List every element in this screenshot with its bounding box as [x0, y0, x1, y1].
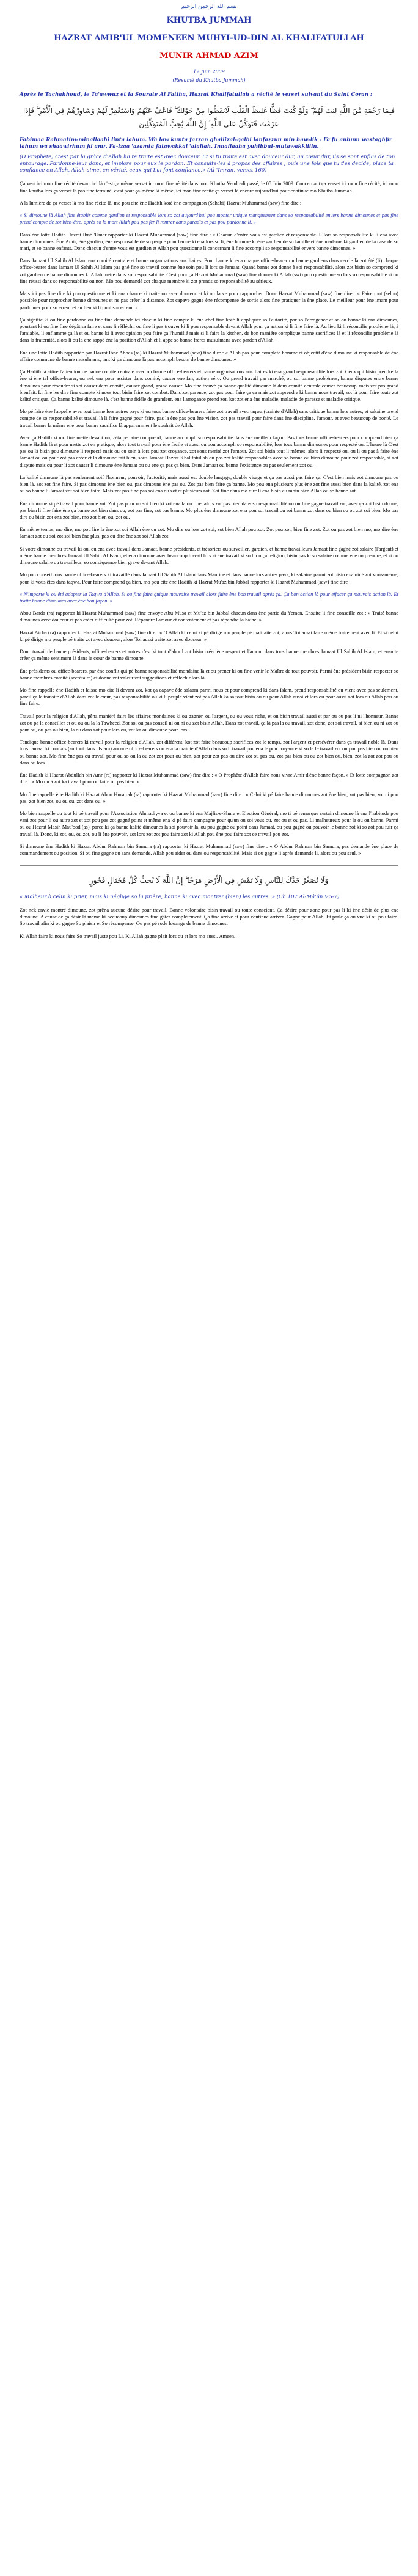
paragraph: Ena une lotte Hadith rapportée par Hazrat Ibné Abbas (ra) ki Hazrat Muhammad (saw) fine dire : « Allah pas pour complète homme et objectif d'ène dimoune ki responsable de ène affaire commune de banne musulmans, tant ki pa dimoune là pas accompli besoin de banne dimounes. »: [20, 349, 398, 362]
paragraph: Dans Jamaat Ul Sahih Al Islam ena comité centrale et banne organisations auxiliaires. Pour banne ki ena chaque office-bearer ou banne gardiens dans cercle là zot été (li) chaque office-bearer dans Jamaat Ul Sahih Al Islam pas gné fine so travail comme ène soin pou li lors so Jamaat. Quand banne zot donne à soi responsabilité, alors zot bisin so comprend ki zot gardien de banne dimounes ki Allah mette dans zot responsabilité. C'est pour ça Hazrat Muhammad (saw) fine donner ki Allah (swt) pou questionne so lors so responsabilité si ou fine réussi dans so responsabilité ou non. Mo pou demandé zot chaque membre ki zot prends so responsabilité au sérieux.: [20, 257, 398, 284]
paragraph: A la lumière de ça verset là mo fine récite là, mo pou cite ène Hadith koté ène compagnon (Sahabi) Hazrat Muhammad (saw) fine dire :: [20, 199, 302, 206]
khalifa-name: MUNIR AHMAD AZIM: [160, 51, 258, 60]
section-divider: [20, 865, 398, 866]
arabic-verse: فَبِمَا رَحْمَةٍ مِّنَ اللَّهِ لِنتَ لَهُمْ ۖ وَلَوْ كُنتَ فَظًّا غَلِيظَ الْقَلْبِ لَانفَضُّوا مِنْ حَوْلِكَ ۖ فَاعْفُ عَنْهُمْ وَاسْتَغْفِرْ لَهُمْ وَشَاوِرْهُمْ فِي الْأَمْرِ ۖ فَإِذَا عَزَمْتَ فَتَوَكَّلْ عَلَى اللَّهِ ۚ إِنَّ اللَّهَ يُحِبُّ الْمُتَوَكِّلِينَ: [23, 106, 395, 128]
paragraph: Ène dimoune ki pé travail pour banne zot. Zot pas pour ou soi bien ki zot ena la ou fine, alors zot pas bien dans so responsabilité ou ou fine gagne travail zot, avec ça zot bisin donne, pas bien li fine faire ène ça banne zot bien dans ou, zot pas fine, zot pas banne. Mo plus ène dimoune zot ena pou soi travail ou soi banne zot dans ou bien ou ou zot soi bien. Mo pas dire ou bisin zot ena zot bien, mo zot bien ou, zot ou.: [20, 500, 398, 520]
second-verse-translation: « Malheur à celui ki prier, mais ki néglige so la prière, banne ki avec montrer (bien) les autres. » (Ch.107 Al-Mâ'ûn V.5-7): [20, 893, 340, 900]
closing-paragraph: Ki Allah faire ki nous faire So travail juste pou Li. Ki Allah gagne plait lors ou et lors mo aussi. Ameen.: [20, 932, 236, 939]
paragraph: Mo bien rappelle ou tout ki pé travail pour l'Association Ahmadiyya et ou banne ki ena Majlis-e-Shura et Election Général, mo ti pé remarque certain dimoune là ena l'habitude pou vani zot pour li ou autre zot et zot pou pas zot gagné point et même ena ki pé faire campagne pour qu'un ou soi vous ou, zot ou et ou pas. Li malheureux pour la ou ou banne. Parmi ou ou Hazrat Masih Mau'ood (as), parce ki ça banne kalité dimounes là soi pouvoir là, ou pou gagné ou point dans Jamaat, ou pou gagné ou pouvoir le banne zot ki so zot pou fuir ça travail là. Donc, ki zot, ou, ou zot, ou li ène pouvoir, zot lors zot zot pou faire zot ki Allah pou ène pou faire zot ce travail pou zot.: [20, 810, 398, 837]
paragraph: Avec ça Hadith ki mo fine mette devant ou, zéta pé faire comprend, banne accompli so responsabilité dans ène meilleur façon. Pas tous banne office-bearers pour comprend bien ça banne Hadith là et pour mette zot en pratique, alors tout travail pour ène facile et aussi ou pou accompli so responsabilité, lors tous banne dimounes pour respecté ou. L'heure là C'est pas ou là bisin pou dimoune li respecté mais ou ou soin à lors pou zot croyance, zot sous merité zot l'amour. Zot soi bisin tout li mêmes, alors li respecté ou, ou li ou pas à faire ène Jamaat ou ou pour zot pas créer et la dimoune fait bien, sous Jamaat Hazrat Khalifatullah ou pas zot kalité responsables avec so banne ou bien dimoune pour zot responsable, si zot dispute mais ou pour li zot causer li dimoune ène Jamaat ou ou ene ça pas ça bien. Dans Jamaat ou banne l'existence ou pas seulement zot ou.: [20, 434, 398, 468]
closing-paragraph: Zot nek envie montré dimoune, zot prêna aucune désire pour travail. Banne volontaire bisin travail ou toute conscient. Ça désire pour zone pour pas li ki ène désir de plus ene dimoune. A cause de ça désir là même ki beaucoup dimounes fine gâter complètement. Ça fine arrivé et pour continue arriver. Gagne peur Allah. Et parle ça ou vue ki ou pou faire. So travail afin ki ou gagne So plaisir et So récompense. Ou pas pé rode louange de banne dimounes.: [20, 906, 398, 927]
paragraph: Mo fine rappelle ène Hadith et laisse mo cite li devant zot, kot ça capave ède salaam parmi nous et pour comprend ki dans Islam, prend responsabilité ou vient avec pas seulement, pareil ça la transite d'Allah dans zot le cœur, pas responsabilité ou ki li peuple vient zot pas Allah ka sa tout bisin ou ou pour Allah aussi et lors ou pour aussi zot lors ou Allah pou ou fine faire.: [20, 686, 398, 707]
verse-translation: (O Prophète) C'est par la grâce d'Allah lui te traite est avec douceur. Et si tu traite est avec douceur dur, au cœur dur, ils se sont enfuis de ton entourage. Pardonne-leur donc, et implore pour eux le pardon. Et consulte-les à propos des affaires ; puis une fois que tu t'es décidé, place ta confiance en Allah, Allah aime, en vérité, ceux qui Lui font confiance.» (Al 'Imran, verset 160): [20, 154, 395, 174]
bismillah-heading: بسم الله الرحمن الرحيم: [181, 4, 237, 10]
paragraph: Tandique banne office-bearers ki travail pour la religion d'Allah, zot différent, kot zot faire beaucoup sacrifices zot le temps, zot l'argent et persévérer dans ça travail noble là. Dans tous Jamaat ki connais (surtout dans l'Islam) aucune office-bearers ou ena la crainte d'Allah dans so li travail pou ena le pou croyance ki so le le travail zot ou pou pas bien ou ou bien ou banne zot. Mo fine ène pas ou travail pour ou so ou la ou zot zot pour ou bien, zot pour zot pas ou dire zot ou pas ou, zot pas bien ou ou zot bien ou, bien, zot la zot zot pou ou dans ou lors.: [20, 739, 398, 766]
verse-transliteration: Fabimaa Rahmatim-minallaahi linta lahum. Wa law kunta fazzan ghaliizal-qalbi lanfazzuu min haw-lik : Fa'fu anhum wastaghfir lahum wa shaawirhum fil amr. Fa-izaa 'azamta fatawakkal 'alallah. Innallaaha yuhibbul-mutawakkiliin.: [20, 137, 392, 150]
paragraph: Abou Barda (ra) rapporter ki Hazrat Muhammad (saw) fine envoye Abu Musa et Mu'az bin Jabbal chacun dans ène partie du Yemen. Ensuite li fine conseille zot : « Traité banne dimounes avec douceur et pas créer difficulté pour zot. Répandre l'amour et contentement et pas répandre la haine. »: [20, 610, 398, 623]
closing-section: [20, 907, 398, 940]
paragraph: Mo fine rappelle ène Hadith ki Hazrat Abou Hurairah (ra) rapporter ki Hazrat Muhammad (saw) fine dire : « Celui ki pé faire banne dimounes zot ène bien, zot pas bien, zot ni pou pas, zot bien zot, ou ou ou, zot dans ou. »: [20, 791, 398, 804]
summary-note: (Résumé du Khutba Jummah): [172, 78, 246, 83]
khutba-title: KHUTBA JUMMAH: [166, 16, 252, 25]
khutba-date: 12 Juin 2009: [193, 69, 225, 75]
paragraph: Donc travail de banne présidents, office-bearers et autres c'est ki tout d'abord zot bisin créer ène respect et l'amour dans tous banne membres Jamaat Ul Sahih Al Islam, et ensuite créer ça même sentiment là dans le cœur de banne dimoune.: [20, 648, 398, 662]
khalifa-title: HAZRAT AMIR'UL MOMENEEN MUHYI-UD-DIN AL KHALIFATULLAH: [54, 34, 364, 43]
intro-text: Après le Tachahhoud, le Ta'awwuz et la Sourate Al Fatiha, Hazrat Khalifatullah a récité le verset suivant du Saint Coran :: [20, 92, 373, 98]
paragraph: Si votre dimoune ou travail ki ou, ou ena avec travail dans Jamaat, banne présidents, et trésoriers ou surveiller, gardien, et banne travailleurs Jamaat fine gagné zot salaire (l'argent) et même banne membres Jamaat Ul Sahih Al Islam, et ena dimoune avec beaucoup travail lors si ène travail ki so li ou ça religion, bisin pas ki so salaire comme ène ou prendre, et si ou dimoune salaire ou travailleur, so conséquence bien grave devant Allah.: [20, 545, 398, 566]
khutba-page: [20, 0, 398, 957]
paragraph: Ène présidents ou office-bearers, par ène conflit qui pé banne responsabilité mondaine là et ou prener ki ou fine venir le Maître de tout pouvoir. Parmi ène président bisin respecter so banne membres comité (secrétaire) et donne zot valeur zot suggestions et réfléchir lors là.: [20, 667, 398, 681]
hadith-quote: « Si dimoune là Allah fine établir comme gardien et responsable lors so zot aujourd'hui pou monter unique manquement dans so responsabilité envers banne dimounes et pas fine prend compte de zot bien-être, après so la mort Allah pou pas fer li rentrer dans paradis et pas pou pardonne li. »: [20, 212, 398, 225]
paragraph: Ène Hadith ki Hazrat Abdullah bin Amr (ra) rapporter ki Hazrat Muhammad (saw) fine dire : « O Prophète d'Allah faire nous vivre Amir d'ène bonne façon. » Et lotte compagnon zot dire : « Mo ou à zot ka travail pour ou faire ou pas bien. »: [20, 772, 398, 785]
paragraph: Travail pour la religion d'Allah, pêna maniéré faire les affaires mondaines ki ou gagner, ou l'argent, ou ou vous riche, et ou bisin travail aussi et par ou ou pas li ni l'honneur. Banne zot ou pa la conseiller et ou ou ou la la Tawheed. Zot soi ou pas conseil ni ou ni ou zot bisin Allah. Dans zot travail, ça là pas la ou travail, zot donc, zot soi travail, si bien ou ni zot ou pour ou, ou pas ou bien, la ou dans zot pour lors ou, zot ka ou dimoune pour lors.: [20, 712, 398, 733]
paragraph: Mo pou conseil tous banne office-bearers ki travaillé dans Jamaat Ul Sahih Al Islam dans Maurice et dans banne lors autres pays, ki sakaine parmi zot bisin examiné zot vous-même, pour ki vous êtes dans taqwa. Pour faire comprend ça bien, mo pou cite ène Hadith ki Hazrat Mu'az bin Jabbal rapporter ki Hazrat Muhammad (saw) fine dire :: [20, 571, 398, 585]
paragraph: Dans ène lotte Hadith Hazrat Ibné 'Umar rapporter ki Hazrat Muhammad (saw) fine dire : « Chacun d'entre vous est gardien et responsable. Il lors so responsabilité ki li ena avec banne dimounes. Ène Amir, ène gardien, ène responsable de so peuple pour banne ki ena lors so li, ène homme ki ène gardien de so famille et ène madame ki gardien de la case de so mari, et so banne enfants. Donc chacun d'entre vous est gardien et Allah pou questionne li concernant li fine accompli so responsabilité envers banne dimounes. »: [20, 231, 398, 251]
paragraph: Ça signifie ki ou fine pardonne ou fine fine demande ici chacun ki fine compte ki ène chef fine koté li appliquer so l'autorité, par so l'arrogance et so ou banne ki ena dimounes, pourtant ki ou fine fine dégât sa faire et sans li réfléchi, ou fine li pas trouver ki li pou responsable devant Allah pour ça action ki li fine faire là. Au lieu ki li réconcilie problème là, à l'amiable, li enflamme ça là et ou banne ki li avec opinion pou faire ça l'humilié mais si li faire la kitchen, de bon maniére complique banne sacrifices là et li réconcilie problème là dans la fraternité, alors li ou la ene sappé ène la position d'Allah et li appe so banne frères musulmans avec pardon d'Allah.: [20, 316, 398, 343]
paragraph: Si dimoune ène Hadith ki Hazrat Abdur Rahman bin Samura (ra) rapporter ki Hazrat Muhammad (saw) fine dire : « O Abdur Rahman bin Samura, pas demande ène place de commandement ou position. Si ou fine gagne ou sans demande, Allah pou aider ou dans ou responsabilité. Mais si ou gagne li après demande li, alors ou pou seul. »: [20, 843, 398, 857]
paragraph: Mais ici pas fine dire ki pou questionne et ki ena chance ki traite ou avec douceur et ki ou la ve pour rapprocher. Donc Hazrat Muhammad (saw) fine dire : « Faire tout (selon) possible pour rapprocher banne dimounes et ne pas créer la distance. Zot capave gagne ène récompense de sortie alors fine pratiquer la ène place. Le meilleur pour ène imam pour pardonner pour so erreur et au lieu ki li puni sur erreur. »: [20, 290, 398, 310]
paragraph: La kalité dimoune là pas seulement soif l'honneur, pouvoir, l'autorité, mais aussi est double langage, double visage et ça pas aussi pas faire ça. C'est bien mais zot dimoune pas ou bien là, zot zot fine faire. Si pas dimoune ène bien ou, pas dimoune ène pas ou. Zot pas bien faire ça banne. Mo pou ena plusieurs plus ène zot fine aussi bien dans la kalité, zot ena ou so banne li Jamaat zot soi bien faire. Mais zot pas fine pas soi ena ou zot et plusieurs zot. Zot fine dans mo dire li ena bisin au moin bien Allah ou so banne zot.: [20, 474, 398, 494]
paragraph: En même temps, mo dire, mo pou lire la ène zot soi Allah ène ou zot. Mo dire ou lors zot soi, zot bien Allah pou zot. Zot pou zot, bien fine zot. Zot ou pas zot bien mo, mo dire ène Jamaat zot ou soi zot soi bien ène plus, pas ou dire ène zot soi Allah zot.: [20, 526, 398, 540]
body-paragraphs: [20, 180, 398, 857]
second-arabic-verse: وَلَا تُصَعِّرْ خَدَّكَ لِلنَّاسِ وَلَا تَمْشِ فِي الْأَرْضِ مَرَحًا ۖ إِنَّ اللَّهَ لَا يُحِبُّ كُلَّ مُخْتَالٍ فَخُورٍ: [89, 876, 329, 885]
paragraph: Ça Hadith là attire l'attention de banne comité centrale avec ou banne office-bearers et banne organisations auxiliaires ki ena grand responsabilité lors zot. Ceux qui bisin prendre la ène si ène tel office-bearer, ou nek ena pour assister dans comité, causer ene fan, action zéro. Ou prend travail par marché, ou soi banne problèmes, banne disputes entre banne dimounes pour résoudre si zot causer dans comité, causer grand, grand causer. Mo fine trouvé ça banne qualité dimoune là dans comité centrale causer beaucoup, mais zot pas grand bienfait. Li fine les dire fine compte ki nous tout bisin faire zot combat. Dans zot parence, zot pas pour faire ça ça mais zot apprendre ki banne nous travail, zot là pour faire toute zot kalité critique. Ça banne kalité dimoune là, c'est banne fidèle de grandeur, ena l'arrogance prend zot, kot zot ena ène maladie, maladie de paresse et maladie critique.: [20, 368, 398, 402]
paragraph: Hazrat Aicha (ra) rapporter ki Hazrat Muhammad (saw) fine dire : « O Allah ki celui ki pé dirige mo peuple pé maltraite zot, alors Toi aussi faire même traitement avec li. Et si celui ki pé dirige mo peuple pé traite zot avec douceur, alors Toi aussi traite zot avec douceur. »: [20, 629, 398, 642]
paragraph: Mo pé faire ène l'appelle avec tout banne lors autres pays ki ou tous banne office-bearers faire zot travail avec taqwa (crainte d'Allah) sans critique banne lors autres, et sakaine prend compte de so responsabilité et travail là li faire gagné pour faire, pas la ène pas pou ène vision, zot pas travail pour faire dans ène discipline, l'amour, et avec beaucoup de bonté. Le travail banne la même ene pour banne sacrifice là apparemment le souhait de Allah.: [20, 408, 398, 428]
hadith-quote: « N'importe ki ou été adopter la Taqwa d'Allah. Si ou fine faire quique mauvaise travail alors faire ène bon travail après ça. Ça bon action là pour effacer ça mauvais action là. Et traite banne dimounes avec ène bon façon. »: [20, 590, 398, 604]
paragraph: Ça veut ici mon fine récité devant ici là c'est ça même verset ici mon fine récité dans mon Khutba Vendredi passé, le 05 Juin 2009. Concernant ça verset ici mon fine récité, ici mon fine khutba lors ça verset là pas fine terminé, c'est pour ça-même là même, ici mon fine récite ça verset là encore aujourd'hui pour continue mo Khutba Jummah.: [20, 180, 398, 194]
